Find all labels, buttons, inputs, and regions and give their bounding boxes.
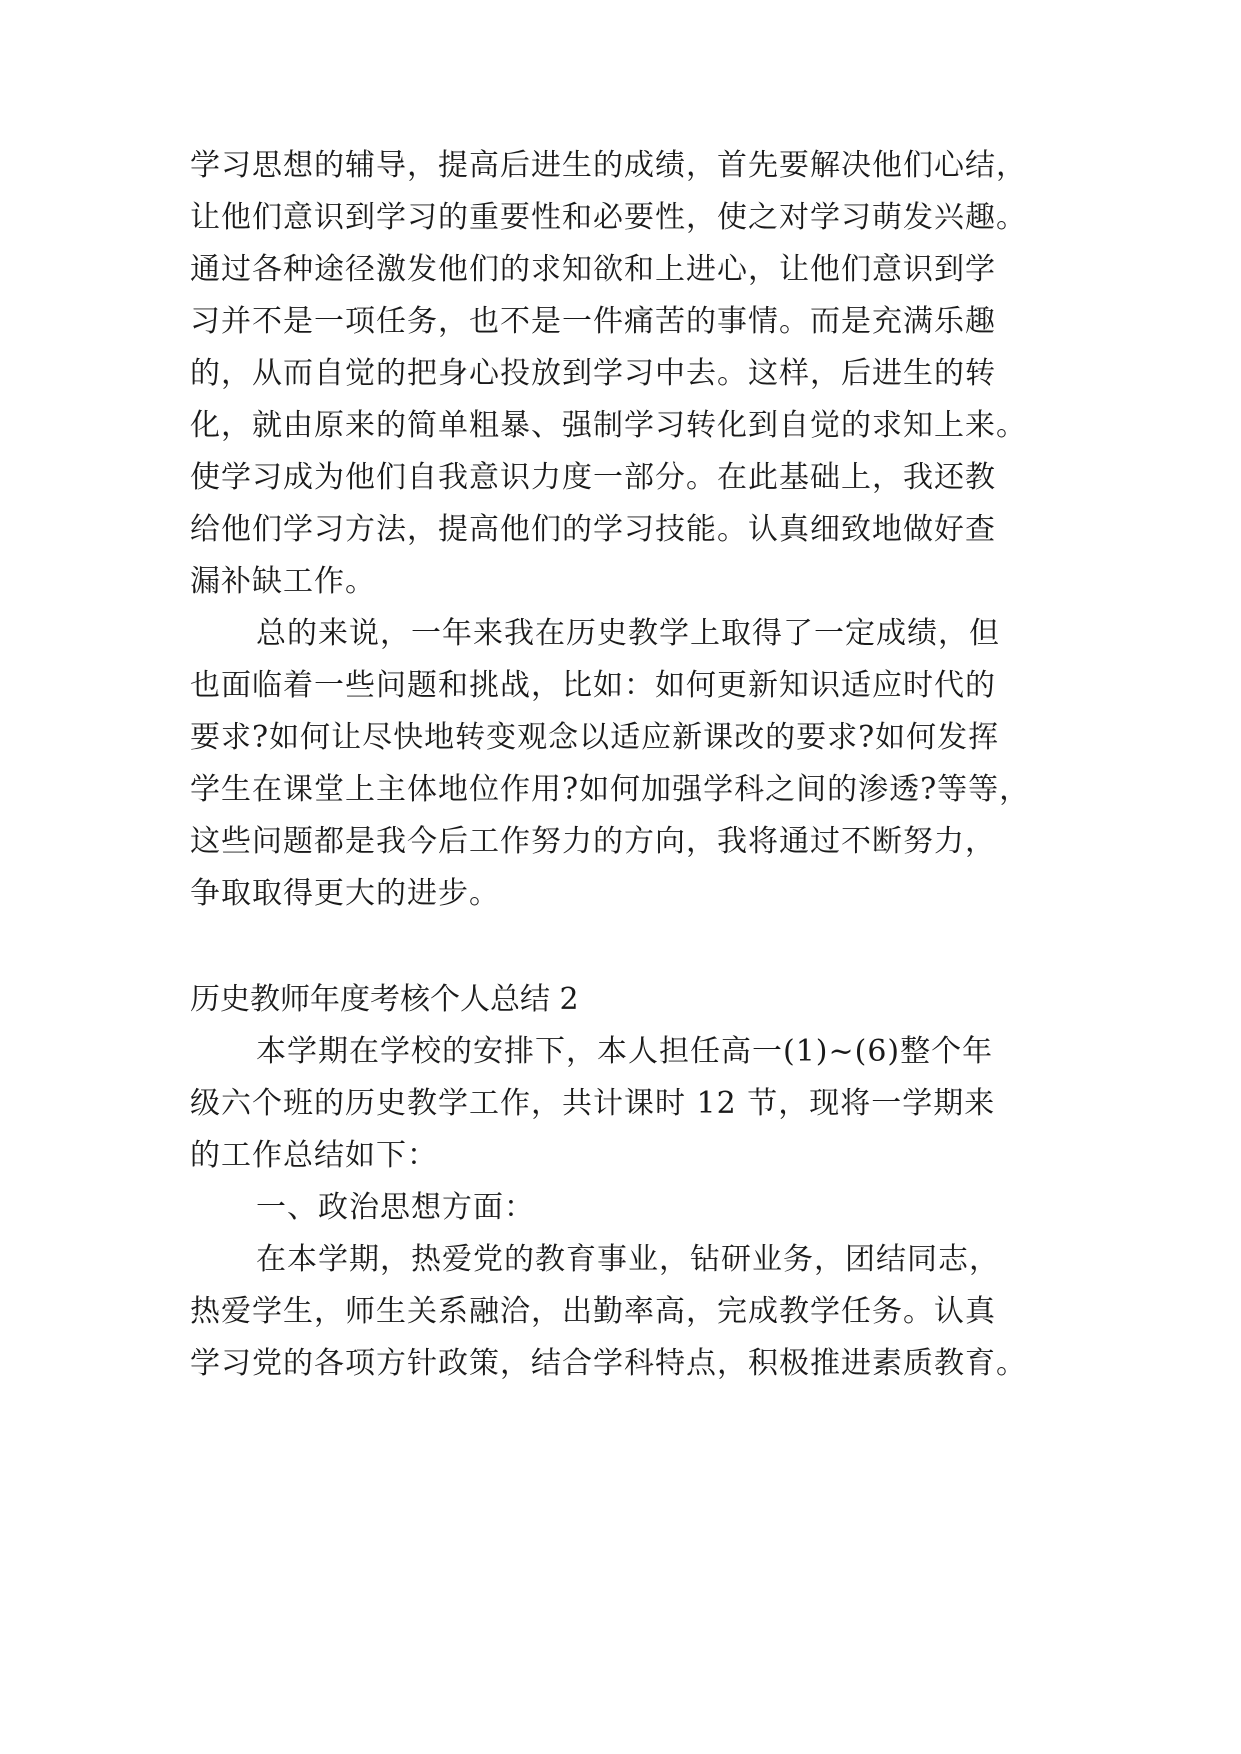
paragraph-line: 使学习成为他们自我意识力度一部分。在此基础上，我还教 [190, 460, 996, 495]
paragraph-line: 也面临着一些问题和挑战，比如：如何更新知识适应时代的 [190, 668, 996, 703]
paragraph-line: 的工作总结如下： [190, 1138, 438, 1173]
subheading: 一、政治思想方面： [256, 1190, 535, 1225]
paragraph-line: 本学期在学校的安排下，本人担任高一(1)~(6)整个年 [256, 1034, 994, 1069]
paragraph-line: 学习思想的辅导，提高后进生的成绩，首先要解决他们心结， [190, 148, 1027, 183]
paragraph-line: 在本学期，热爱党的教育事业，钻研业务，团结同志， [256, 1242, 1000, 1277]
paragraph-line: 化，就由原来的简单粗暴、强制学习转化到自觉的求知上来。 [190, 408, 1027, 443]
paragraph-line: 学习党的各项方针政策，结合学科特点，积极推进素质教育。 [190, 1346, 1027, 1381]
paragraph-line: 通过各种途径激发他们的求知欲和上进心，让他们意识到学 [190, 252, 996, 287]
paragraph-line: 让他们意识到学习的重要性和必要性，使之对学习萌发兴趣。 [190, 200, 1027, 235]
paragraph-line: 学生在课堂上主体地位作用?如何加强学科之间的渗透?等等， [190, 772, 1031, 807]
paragraph-line: 习并不是一项任务，也不是一件痛苦的事情。而是充满乐趣 [190, 304, 996, 339]
section-heading: 历史教师年度考核个人总结 2 [190, 982, 579, 1017]
paragraph-line: 总的来说，一年来我在历史教学上取得了一定成绩，但 [256, 616, 1000, 651]
paragraph-line: 这些问题都是我今后工作努力的方向，我将通过不断努力， [190, 824, 996, 859]
paragraph-line: 给他们学习方法，提高他们的学习技能。认真细致地做好查 [190, 512, 996, 547]
paragraph-line: 的，从而自觉的把身心投放到学习中去。这样，后进生的转 [190, 356, 996, 391]
paragraph-line: 要求?如何让尽快地转变观念以适应新课改的要求?如何发挥 [190, 720, 1000, 755]
paragraph-line: 热爱学生，师生关系融洽，出勤率高，完成教学任务。认真 [190, 1294, 996, 1329]
paragraph-line: 争取取得更大的进步。 [190, 876, 500, 911]
paragraph-line: 漏补缺工作。 [190, 564, 376, 599]
paragraph-line: 级六个班的历史教学工作，共计课时 12 节，现将一学期来 [190, 1086, 996, 1121]
